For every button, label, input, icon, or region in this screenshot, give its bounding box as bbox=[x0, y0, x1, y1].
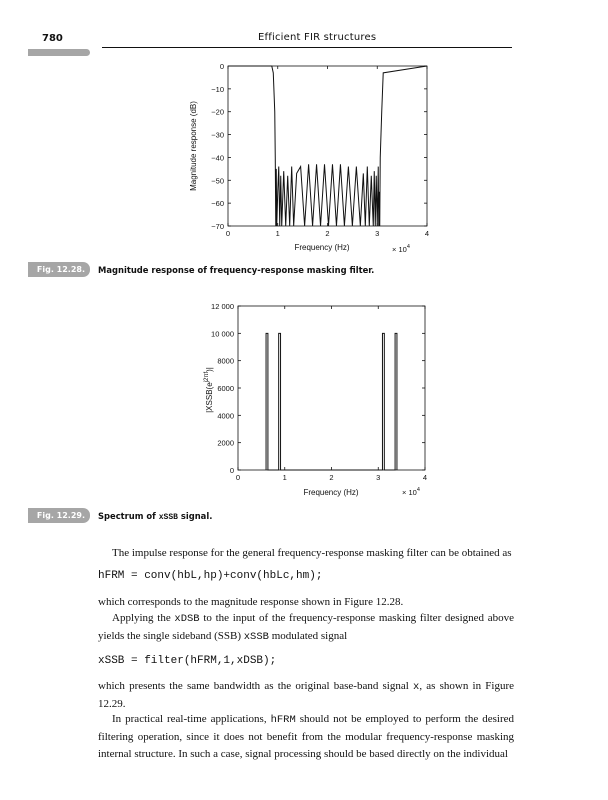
x-axis-label: Frequency (Hz) bbox=[303, 488, 359, 497]
x-multiplier: × $10^4$ bbox=[392, 244, 410, 254]
x-tick-label: 1 bbox=[275, 229, 280, 238]
x-tick-label: 0 bbox=[235, 473, 241, 482]
y-axis-label: Magnitude response (dB) bbox=[189, 101, 198, 191]
x-tick-label: 0 bbox=[225, 229, 231, 238]
y-tick-label: 2000 bbox=[217, 438, 234, 448]
y-tick-label: 0 bbox=[219, 62, 224, 71]
y-tick-label: −40 bbox=[211, 153, 224, 163]
y-tick-label: −70 bbox=[211, 222, 224, 231]
code-line: xSSB = filter(hFRM,1,xDSB); bbox=[98, 655, 277, 667]
y-tick-label: 0 bbox=[229, 466, 234, 475]
x-tick-label: 2 bbox=[329, 473, 334, 482]
paragraph: In practical real-time applications, hFRM should not be employed to perform the desired filtering operation, since it does not benefit from the modular frequency-response masking internal structure. In such a case, signal processing should be based directly on the individual bbox=[98, 713, 514, 760]
figure-caption: Magnitude response of frequency-response masking filter. bbox=[98, 265, 375, 275]
figure-caption: Spectrum of xSSB signal. bbox=[98, 511, 213, 522]
spectrum-line bbox=[266, 333, 397, 470]
y-tick-label: 6000 bbox=[217, 384, 234, 393]
y-tick-label: −20 bbox=[211, 107, 224, 117]
figure-label: Fig. 12.29. bbox=[28, 508, 90, 523]
paragraph: which corresponds to the magnitude response shown in Figure 12.28. bbox=[98, 596, 404, 608]
x-axis-label: Frequency (Hz) bbox=[294, 243, 350, 252]
code-line: hFRM = conv(hbL,hp)+conv(hbLc,hm); bbox=[98, 570, 323, 582]
x-tick-label: 3 bbox=[375, 229, 380, 238]
running-title: Efficient FIR structures bbox=[258, 32, 377, 43]
y-tick-label: −60 bbox=[211, 199, 224, 209]
y-tick-label: 12 000 bbox=[211, 302, 234, 311]
x-multiplier: × $10^4$ bbox=[402, 487, 420, 497]
x-tick-label: 2 bbox=[325, 229, 330, 238]
x-tick-label: 3 bbox=[376, 473, 381, 482]
y-tick-label: 10 000 bbox=[211, 329, 234, 339]
paragraph: The impulse response for the general frequency-response masking filter can be obtained as bbox=[112, 547, 512, 559]
x-tick-label: 1 bbox=[282, 473, 287, 482]
page-number: 780 bbox=[42, 33, 63, 44]
y-axis-label: $|XSSB(e^{j2\pi f})|$ bbox=[204, 367, 214, 413]
figure-label: Fig. 12.28. bbox=[28, 262, 90, 277]
y-tick-label: −50 bbox=[211, 176, 224, 186]
y-tick-label: −30 bbox=[211, 130, 224, 140]
y-tick-label: −10 bbox=[211, 84, 224, 94]
x-tick-label: 4 bbox=[424, 229, 430, 238]
y-tick-label: 4000 bbox=[217, 411, 234, 421]
paragraph: which presents the same bandwidth as the original base-band signal x, as shown in Figure 12.29. bbox=[98, 680, 514, 710]
paragraph: Applying the xDSB to the input of the frequency-response masking filter designed above yields the single sideband (SSB) xSSB modulated signal bbox=[98, 612, 514, 643]
y-tick-label: 8000 bbox=[217, 356, 234, 366]
x-tick-label: 4 bbox=[422, 473, 428, 482]
